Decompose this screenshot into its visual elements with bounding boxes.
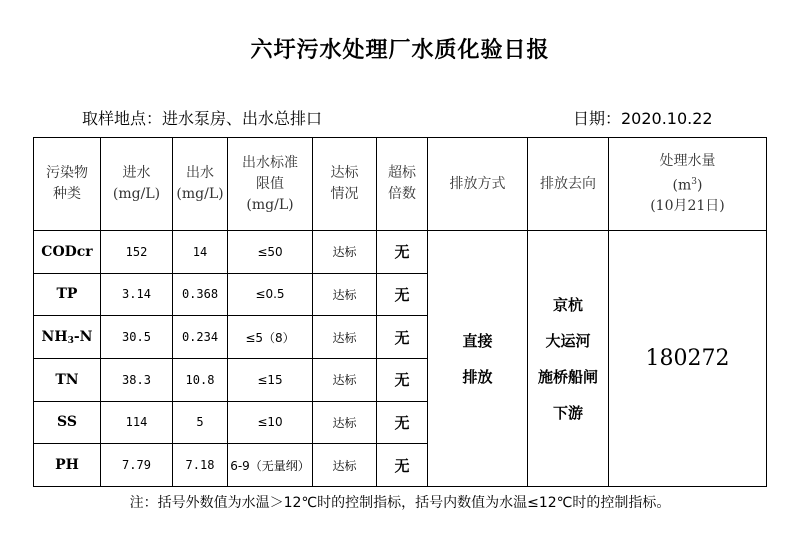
exceed-cell: 无 (377, 444, 428, 487)
header-pollutant: 污染物 种类 (34, 138, 101, 231)
outflow-cell: 0.368 (173, 273, 228, 316)
outflow-cell: 14 (173, 231, 228, 274)
status-cell: 达标 (313, 231, 377, 274)
param-cell: TN (34, 358, 101, 401)
footnote: 注：括号外数值为水温＞12℃时的控制指标，括号内数值为水温≤12℃时的控制指标。 (129, 495, 671, 511)
outflow-cell: 5 (173, 401, 228, 444)
header-destination: 排放去向 (528, 138, 609, 231)
discharge-destination: 京杭 大运河 施桥船闸 下游 (528, 231, 609, 487)
header-method: 排放方式 (428, 138, 528, 231)
outflow-cell: 10.8 (173, 358, 228, 401)
report-title: 六圩污水处理厂水质化验日报 (250, 38, 550, 63)
header-inflow: 进水 (mg/L) (101, 138, 173, 231)
standard-cell: ≤15 (228, 358, 313, 401)
status-cell: 达标 (313, 401, 377, 444)
standard-cell: ≤0.5 (228, 273, 313, 316)
outflow-cell: 7.18 (173, 444, 228, 487)
status-cell: 达标 (313, 444, 377, 487)
header-exceed: 超标 倍数 (377, 138, 428, 231)
param-cell: CODcr (34, 231, 101, 274)
status-cell: 达标 (313, 316, 377, 359)
exceed-cell: 无 (377, 273, 428, 316)
discharge-method: 直接 排放 (428, 231, 528, 487)
param-cell: SS (34, 401, 101, 444)
treated-volume: 180272 (609, 231, 767, 487)
sampling-location: 取样地点：进水泵房、出水总排口 (82, 109, 323, 128)
header-row (34, 138, 767, 231)
exceed-cell: 无 (377, 401, 428, 444)
status-cell: 达标 (313, 358, 377, 401)
header-volume: 处理水量 $(m^3)$ (10月21日) (609, 138, 767, 231)
standard-cell: 6-9（无量纲） (228, 444, 313, 487)
table-row (34, 231, 767, 274)
inflow-cell: 30.5 (101, 316, 173, 359)
inflow-cell: 152 (101, 231, 173, 274)
header-outflow: 出水 (mg/L) (173, 138, 228, 231)
standard-cell: ≤10 (228, 401, 313, 444)
water-quality-table (33, 137, 767, 487)
inflow-cell: 3.14 (101, 273, 173, 316)
inflow-cell: 38.3 (101, 358, 173, 401)
standard-cell: ≤50 (228, 231, 313, 274)
param-cell: PH (34, 444, 101, 487)
status-cell: 达标 (313, 273, 377, 316)
report-date: 日期：2020.10.22 (573, 109, 713, 128)
exceed-cell: 无 (377, 316, 428, 359)
exceed-cell: 无 (377, 358, 428, 401)
param-cell: TP (34, 273, 101, 316)
param-cell: $NH_3-N$ (34, 316, 101, 359)
inflow-cell: 114 (101, 401, 173, 444)
inflow-cell: 7.79 (101, 444, 173, 487)
exceed-cell: 无 (377, 231, 428, 274)
header-standard: 出水标准 限值 (mg/L) (228, 138, 313, 231)
outflow-cell: 0.234 (173, 316, 228, 359)
header-status: 达标 情况 (313, 138, 377, 231)
standard-cell: ≤5（8） (228, 316, 313, 359)
